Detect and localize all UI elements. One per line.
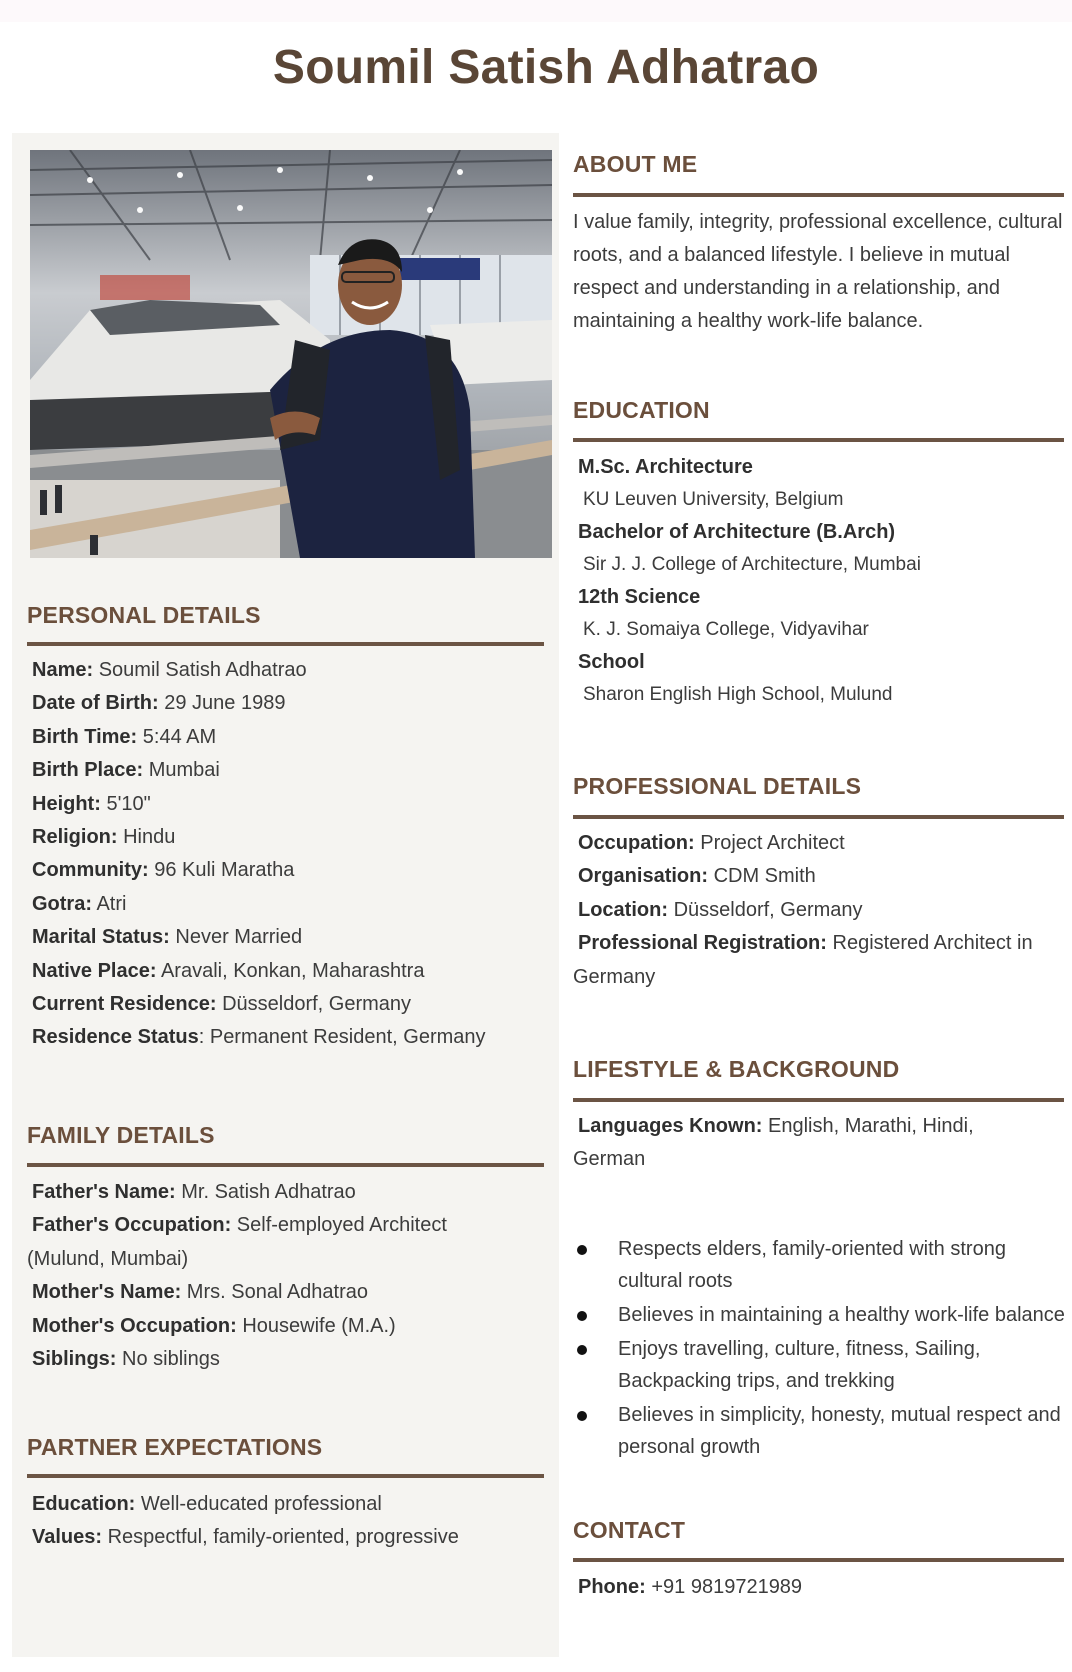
family-details-list xyxy=(27,1176,547,1376)
profile-photo xyxy=(30,150,552,558)
field-value: 29 June 1989 xyxy=(164,692,286,715)
field-label: Phone: xyxy=(578,1576,646,1598)
field-value: Soumil Satish Adhatrao xyxy=(98,659,307,681)
field-label: Location: xyxy=(578,898,668,921)
personal-row xyxy=(32,955,486,988)
field-value: 96 Kuli Maratha xyxy=(154,859,295,882)
languages-block xyxy=(573,1110,1068,1177)
field-value: Self-employed Architect xyxy=(236,1214,447,1237)
personal-row xyxy=(32,888,486,921)
field-label: Community: xyxy=(32,859,149,882)
field-value: Registered Architect in xyxy=(832,932,1033,955)
personal-details-list xyxy=(32,654,486,1055)
field-label: Name: xyxy=(32,659,94,681)
field-value: Never Married xyxy=(175,926,303,949)
family-row xyxy=(27,1343,547,1376)
field-label: Father's Name: xyxy=(32,1181,176,1203)
professional-row xyxy=(573,927,1068,960)
field-label: Languages Known: xyxy=(578,1115,763,1137)
field-label: Siblings: xyxy=(32,1348,117,1371)
list-item xyxy=(573,1399,1068,1463)
family-row xyxy=(27,1209,547,1242)
field-value: Mumbai xyxy=(148,759,220,782)
family-row-continuation: (Mulund, Mumbai) xyxy=(27,1247,189,1270)
personal-row xyxy=(32,854,486,887)
field-value: No siblings xyxy=(122,1348,220,1371)
family-row xyxy=(27,1176,547,1209)
field-label: Date of Birth: xyxy=(32,692,159,715)
field-label: Values: xyxy=(32,1526,103,1549)
page-title: Soumil Satish Adhatrao xyxy=(272,41,820,94)
phone-row xyxy=(578,1571,802,1604)
education-degree: School xyxy=(578,651,645,673)
professional-row-continuation: Germany xyxy=(573,965,656,988)
field-value: Mr. Satish Adhatrao xyxy=(181,1181,356,1203)
professional-row xyxy=(573,860,1068,893)
contact-heading: CONTACT xyxy=(573,1517,686,1543)
professional-details-heading: PROFESSIONAL DETAILS xyxy=(573,773,862,799)
field-value: Düsseldorf, Germany xyxy=(222,993,412,1016)
field-value: CDM Smith xyxy=(713,865,816,888)
bullet-text: Believes in maintaining a healthy work-life balance xyxy=(618,1304,1065,1326)
education-degree: 12th Science xyxy=(578,586,701,608)
education-list xyxy=(578,451,1068,711)
about-me-divider xyxy=(573,193,1064,197)
partner-expectations-list xyxy=(32,1488,459,1555)
field-label: Birth Time: xyxy=(32,725,138,748)
field-label: Gotra: xyxy=(32,892,92,915)
bullet-text: Respects elders, family-oriented with strong cultural roots xyxy=(618,1238,1006,1292)
bullet-icon xyxy=(577,1311,587,1321)
field-value: 5'10" xyxy=(106,792,151,815)
personal-details-heading: PERSONAL DETAILS xyxy=(27,602,261,628)
field-label: Organisation: xyxy=(578,865,709,888)
field-value: Mrs. Sonal Adhatrao xyxy=(186,1281,369,1304)
professional-details-list xyxy=(573,827,1068,994)
field-label: Mother's Occupation: xyxy=(32,1314,237,1337)
field-label: Father's Occupation: xyxy=(32,1214,232,1237)
top-band xyxy=(0,0,1072,22)
field-label: Education: xyxy=(32,1493,136,1515)
field-value: Hindu xyxy=(123,826,176,849)
list-item xyxy=(573,1333,1068,1397)
family-row xyxy=(27,1310,547,1343)
field-value: Well-educated professional xyxy=(140,1493,382,1515)
about-me-text: I value family, integrity, professional excellence, cultural roots, and a balanced lifestyle. I believe in mutual respect and understanding in a relationship, and maintaining a healthy work-life balance. xyxy=(573,211,1063,332)
lifestyle-bullets xyxy=(573,1233,1068,1465)
family-details-heading: FAMILY DETAILS xyxy=(27,1122,215,1148)
field-label: Residence Status xyxy=(32,1026,199,1049)
professional-row xyxy=(573,827,1068,860)
education-degree: Bachelor of Architecture (B.Arch) xyxy=(578,521,896,543)
education-institution: Sir J. J. College of Architecture, Mumbai xyxy=(583,554,921,575)
education-institution: K. J. Somaiya College, Vidyavihar xyxy=(583,619,869,640)
bullet-icon xyxy=(577,1345,587,1355)
contact-block xyxy=(578,1571,802,1604)
education-degree: M.Sc. Architecture xyxy=(578,456,753,478)
field-label: Occupation: xyxy=(578,832,695,854)
photo-illustration xyxy=(30,150,552,558)
personal-row xyxy=(32,721,486,754)
education-divider xyxy=(573,438,1064,442)
field-value: Respectful, family-oriented, progressive xyxy=(107,1526,459,1549)
languages-row xyxy=(573,1110,1068,1143)
list-item xyxy=(573,1233,1068,1297)
field-value: : Permanent Resident, Germany xyxy=(198,1026,486,1049)
bullet-text: Enjoys travelling, culture, fitness, Sailing, Backpacking trips, and trekking xyxy=(618,1338,981,1392)
field-label: Mother's Name: xyxy=(32,1281,182,1304)
field-value: 5:44 AM xyxy=(142,725,217,748)
personal-row xyxy=(32,988,486,1021)
field-label: Religion: xyxy=(32,826,118,849)
field-label: Native Place: xyxy=(32,959,157,982)
field-label: Birth Place: xyxy=(32,759,144,782)
professional-row xyxy=(573,894,1068,927)
list-item xyxy=(573,1299,1068,1331)
contact-divider xyxy=(573,1558,1064,1562)
bullet-icon xyxy=(577,1411,587,1421)
personal-row xyxy=(32,687,486,720)
education-institution: Sharon English High School, Mulund xyxy=(583,684,893,705)
field-label: Current Residence: xyxy=(32,993,217,1016)
personal-row xyxy=(32,654,486,687)
personal-row xyxy=(32,821,486,854)
partner-row xyxy=(32,1488,459,1521)
about-me-heading: ABOUT ME xyxy=(573,151,698,177)
field-label: Marital Status: xyxy=(32,926,170,949)
partner-expectations-divider xyxy=(27,1474,544,1478)
family-details-divider xyxy=(27,1163,544,1167)
bullet-text: Believes in simplicity, honesty, mutual respect and personal growth xyxy=(618,1404,1061,1458)
family-row xyxy=(27,1276,547,1309)
professional-details-divider xyxy=(573,815,1064,819)
personal-row xyxy=(32,1021,486,1054)
field-value: Düsseldorf, Germany xyxy=(673,898,863,921)
education-institution: KU Leuven University, Belgium xyxy=(583,489,844,510)
field-value: Project Architect xyxy=(700,832,845,854)
bullet-icon xyxy=(577,1245,587,1255)
partner-expectations-heading: PARTNER EXPECTATIONS xyxy=(27,1434,323,1460)
field-value: Aravali, Konkan, Maharashtra xyxy=(160,959,425,982)
field-label: Height: xyxy=(32,792,101,815)
partner-row xyxy=(32,1521,459,1554)
field-value: Atri xyxy=(96,892,127,915)
personal-row xyxy=(32,921,486,954)
languages-row-continuation: German xyxy=(573,1148,646,1171)
field-label: Professional Registration: xyxy=(578,932,827,955)
field-value: Housewife (M.A.) xyxy=(242,1314,396,1337)
education-heading: EDUCATION xyxy=(573,397,710,423)
field-value: English, Marathi, Hindi, xyxy=(768,1115,974,1137)
personal-row xyxy=(32,788,486,821)
personal-row xyxy=(32,754,486,787)
lifestyle-divider xyxy=(573,1098,1064,1102)
phone-value: +91 9819721989 xyxy=(651,1576,803,1598)
lifestyle-heading: LIFESTYLE & BACKGROUND xyxy=(573,1056,900,1082)
personal-details-divider xyxy=(27,642,544,646)
